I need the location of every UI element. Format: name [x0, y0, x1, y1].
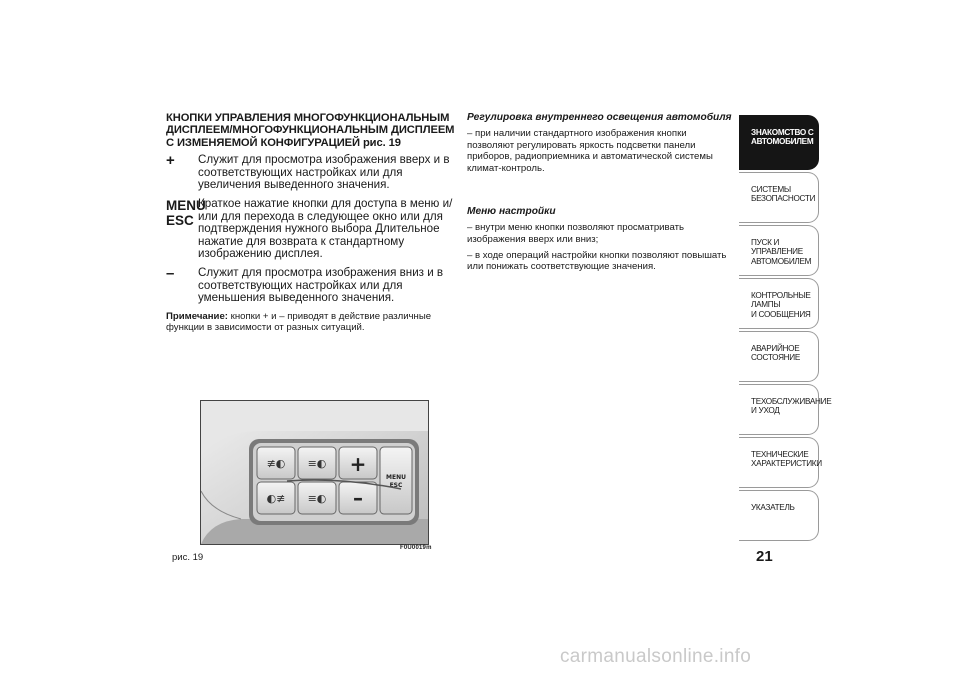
- figure-19: [200, 400, 429, 545]
- key-minus-row: [166, 264, 456, 305]
- right-column: [467, 112, 732, 277]
- watermark: carmanualsonline.info: [560, 646, 752, 667]
- svg-text:≢◐: ≢◐: [266, 457, 286, 470]
- plus-key-symbol: +: [166, 152, 175, 170]
- minus-button: [339, 482, 377, 514]
- svg-text:≡◐: ≡◐: [307, 492, 327, 505]
- interior-lighting-heading: Регулировка внутреннего освещения автомобиля: [467, 112, 732, 123]
- figure-code: F0U0019m: [400, 545, 432, 551]
- menu-label: MENU: [386, 474, 406, 481]
- beam-adjust-button: [298, 482, 336, 514]
- tab-getting-to-know[interactable]: ЗНАКОМСТВО С АВТОМОБИЛЕМ: [739, 115, 819, 170]
- note: [166, 311, 456, 334]
- tab-warning-lights[interactable]: КОНТРОЛЬНЫЕ ЛАМПЫ И СООБЩЕНИЯ: [739, 278, 819, 329]
- tab-index[interactable]: УКАЗАТЕЛЬ: [739, 490, 819, 541]
- left-column: [166, 112, 456, 334]
- tab-safety[interactable]: СИСТЕМЫ БЕЗОПАСНОСТИ: [739, 172, 819, 223]
- interior-lighting-text: – при наличии стандартного изображения кнопки позволяют регулировать яркость подсветки панели приборов, радиоприемника и автоматической системы климат-контроль.: [467, 128, 713, 174]
- figure-caption: рис. 19: [172, 552, 204, 563]
- fog-light-rear-button: [257, 482, 295, 514]
- fog-light-front-button: [257, 447, 295, 479]
- chapter-tabs: [739, 115, 832, 543]
- menu-esc-button: [380, 447, 412, 514]
- esc-label: ESC: [389, 482, 403, 489]
- headlight-button: [298, 447, 336, 479]
- menu-esc-key-symbol: MENU ESC: [166, 198, 206, 228]
- key-menu-row: [166, 198, 456, 261]
- svg-text:◐≢: ◐≢: [266, 492, 286, 505]
- section-heading: КНОПКИ УПРАВЛЕНИЯ МНОГОФУНКЦИОНАЛЬНЫМ ДИСПЛЕЕМ/МНОГОФУНКЦИОНАЛЬНЫМ ДИСПЛЕЕМ С ИЗМЕНЯЕМОЙ КОНФИГУРАЦИЕЙ рис. 19: [166, 112, 455, 149]
- key-plus-row: [166, 154, 456, 192]
- note-label: Примечание:: [166, 310, 228, 322]
- minus-button-label: –: [353, 486, 363, 510]
- minus-key-description: Служит для просмотра изображения вниз и в соответствующих настройках или для уменьшения выведенного значения.: [198, 265, 444, 305]
- settings-menu-heading: Меню настройки: [467, 206, 556, 218]
- spacer: [467, 178, 732, 206]
- tab-technical-specs[interactable]: ТЕХНИЧЕСКИЕ ХАРАКТЕРИСТИКИ: [739, 437, 819, 488]
- tab-maintenance[interactable]: ТЕХОБСЛУЖИВАНИЕ И УХОД: [739, 384, 819, 435]
- settings-menu-text-1: – внутри меню кнопки позволяют просматривать изображения вверх или вниз;: [467, 222, 685, 245]
- minus-key-symbol: –: [166, 264, 175, 282]
- settings-menu-text-2: – в ходе операций настройки кнопки позволяют повышать или понижать соответствующие значения.: [467, 249, 727, 273]
- menu-esc-key-description: Краткое нажатие кнопки для доступа в меню и/или для перехода в следующее окно или для подтверждения нужного выбора Длительное нажатие для возврата к стандартному изображению дисплея.: [198, 197, 453, 261]
- plus-button: [339, 447, 377, 479]
- control-panel-illustration: [201, 401, 428, 544]
- note-text: кнопки + и – приводят в действие различные функции в зависимости от разных ситуаций.: [166, 310, 432, 334]
- plus-button-label: +: [349, 452, 367, 476]
- plus-key-description: Служит для просмотра изображения вверх и в соответствующих настройках или для увеличения выведенного значения.: [198, 153, 450, 192]
- svg-text:≡◐: ≡◐: [307, 457, 327, 470]
- page-number: 21: [756, 548, 773, 565]
- tab-emergency[interactable]: АВАРИЙНОЕ СОСТОЯНИЕ: [739, 331, 819, 382]
- tab-starting-driving[interactable]: ПУСК И УПРАВЛЕНИЕ АВТОМОБИЛЕМ: [739, 225, 819, 276]
